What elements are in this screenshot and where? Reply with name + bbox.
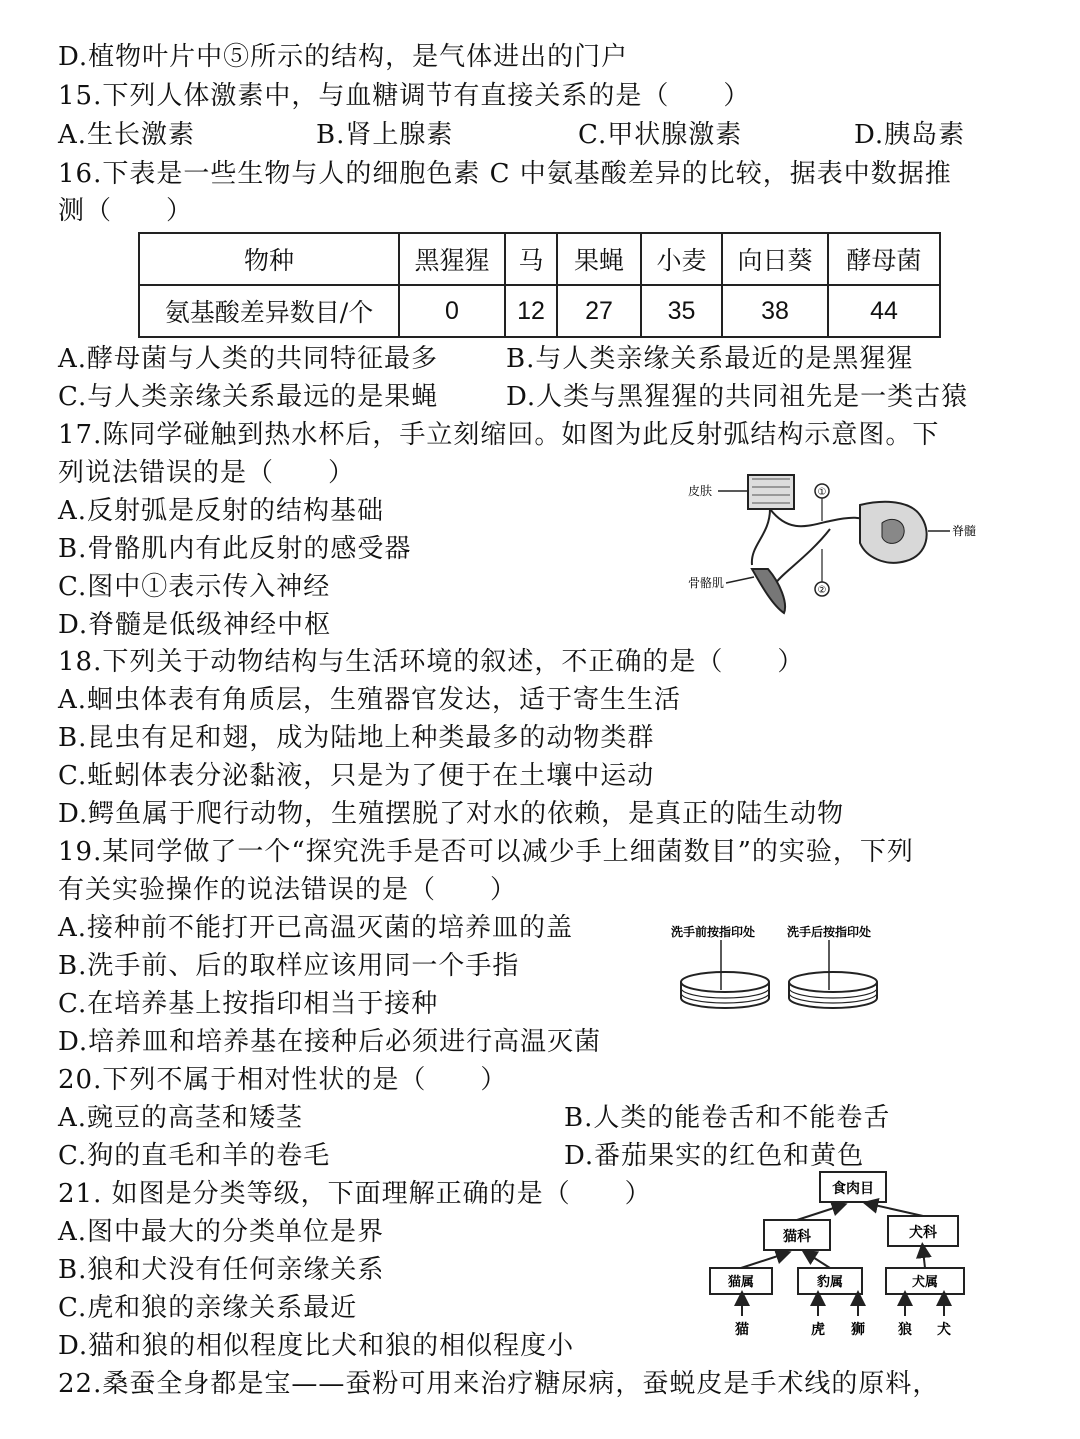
question-18: 18.下列关于动物结构与生活环境的叙述，不正确的是（ ） bbox=[58, 647, 805, 677]
table-cell: 12 bbox=[505, 285, 557, 337]
question-16-cont: 测（ ） bbox=[58, 196, 194, 226]
table-header: 黑猩猩 bbox=[399, 233, 505, 285]
question-22: 22.桑蚕全身都是宝——蚕粉可用来治疗糖尿病，蚕蜕皮是手术线的原料， bbox=[58, 1369, 940, 1399]
table-row bbox=[139, 285, 940, 337]
option-c: C.图中①表示传入神经 bbox=[58, 572, 331, 602]
option-d: D.人类与黑猩猩的共同祖先是一类古猿 bbox=[506, 382, 969, 412]
question-20: 20.下列不属于相对性状的是（ ） bbox=[58, 1065, 508, 1095]
species-tiger: 虎 bbox=[811, 1322, 825, 1338]
genus-leopard-label: 豹属 bbox=[816, 1275, 844, 1290]
muscle bbox=[752, 569, 785, 613]
option-a: A.生长激素 bbox=[58, 120, 196, 150]
before-label: 洗手前按指印处 bbox=[671, 925, 756, 939]
table-cell: 27 bbox=[557, 285, 641, 337]
muscle-label: 骨骼肌 bbox=[688, 576, 725, 590]
reflex-arc-figure bbox=[680, 465, 990, 615]
question-15: 15.下列人体激素中，与血糖调节有直接关系的是（ ） bbox=[58, 81, 751, 111]
species-cat: 猫 bbox=[735, 1322, 749, 1338]
option-b: B.昆虫有足和翅，成为陆地上种类最多的动物类群 bbox=[58, 723, 655, 753]
table-cell: 44 bbox=[828, 285, 940, 337]
species-wolf: 狼 bbox=[898, 1322, 912, 1338]
option-d: D.鳄鱼属于爬行动物，生殖摆脱了对水的依赖，是真正的陆生动物 bbox=[58, 799, 845, 829]
petri-dish-after bbox=[789, 972, 877, 1008]
option-d: D.脊髓是低级神经中枢 bbox=[58, 610, 332, 640]
marker-2: ② bbox=[817, 585, 827, 596]
table-header-row bbox=[139, 233, 940, 285]
marker-1: ① bbox=[817, 487, 827, 498]
family-dog-label: 犬科 bbox=[909, 1225, 937, 1241]
option-b: B.狼和犬没有任何亲缘关系 bbox=[58, 1255, 385, 1285]
petri-dish-before bbox=[681, 972, 769, 1008]
arrow bbox=[923, 1250, 925, 1268]
option-b: B.洗手前、后的取样应该用同一个手指 bbox=[58, 951, 520, 981]
question-16: 16.下表是一些生物与人的细胞色素 C 中氨基酸差异的比较，据表中数据推 bbox=[58, 159, 952, 189]
option-a: A.接种前不能打开已高温灭菌的培养皿的盖 bbox=[58, 913, 574, 943]
table-cell: 38 bbox=[722, 285, 828, 337]
option-a: A.酵母菌与人类的共同特征最多 bbox=[58, 344, 439, 374]
option-d: D.猫和狼的相似程度比犬和狼的相似程度小 bbox=[58, 1331, 575, 1361]
table-header: 马 bbox=[505, 233, 557, 285]
table-header: 向日葵 bbox=[722, 233, 828, 285]
option-c: C.蚯蚓体表分泌黏液，只是为了便于在土壤中运动 bbox=[58, 761, 655, 791]
option-c: C.狗的直毛和羊的卷毛 bbox=[58, 1141, 331, 1171]
option-a: A.豌豆的高茎和矮茎 bbox=[58, 1103, 304, 1133]
spinal-label: 脊髓 bbox=[952, 524, 977, 538]
arrow bbox=[808, 1254, 830, 1268]
skin-label: 皮肤 bbox=[688, 484, 713, 498]
option-line: D.植物叶片中⑤所示的结构，是气体进出的门户 bbox=[58, 42, 629, 72]
after-label: 洗手后按指印处 bbox=[787, 925, 872, 939]
skin-block bbox=[748, 475, 794, 509]
species-lion: 狮 bbox=[851, 1322, 865, 1338]
table-header: 酵母菌 bbox=[828, 233, 940, 285]
table-header: 物种 bbox=[139, 233, 399, 285]
arrow bbox=[797, 1206, 840, 1220]
option-a: A.反射弧是反射的结构基础 bbox=[58, 496, 385, 526]
arrow bbox=[741, 1254, 784, 1268]
option-c: C.虎和狼的亲缘关系最近 bbox=[58, 1293, 358, 1323]
table-cell: 35 bbox=[641, 285, 722, 337]
genus-cat-label: 猫属 bbox=[727, 1275, 755, 1290]
option-d: D.胰岛素 bbox=[854, 120, 966, 150]
option-a: A.图中最大的分类单位是界 bbox=[58, 1217, 385, 1247]
option-c: C.甲状腺激素 bbox=[578, 120, 743, 150]
species-dog: 犬 bbox=[937, 1322, 951, 1338]
option-b: B.与人类亲缘关系最近的是黑猩猩 bbox=[506, 344, 914, 374]
question-19: 19.某同学做了一个“探究洗手是否可以减少手上细菌数目”的实验，下列 bbox=[58, 837, 914, 867]
genus-dog-label: 犬属 bbox=[911, 1275, 939, 1290]
question-17: 17.陈同学碰触到热水杯后，手立刻缩回。如图为此反射弧结构示意图。下 bbox=[58, 420, 940, 450]
table-header: 小麦 bbox=[641, 233, 722, 285]
option-b: B.人类的能卷舌和不能卷舌 bbox=[564, 1103, 891, 1133]
table-cell: 0 bbox=[399, 285, 505, 337]
option-d: D.培养皿和培养基在接种后必须进行高温灭菌 bbox=[58, 1027, 602, 1057]
option-b: B.骨骼肌内有此反射的感受器 bbox=[58, 534, 412, 564]
option-c: C.在培养基上按指印相当于接种 bbox=[58, 989, 439, 1019]
question-17-cont: 列说法错误的是（ ） bbox=[58, 458, 356, 488]
comparison-table bbox=[138, 232, 941, 338]
arrow bbox=[870, 1204, 923, 1216]
order-label: 食肉目 bbox=[832, 1181, 874, 1197]
question-21: 21. 如图是分类等级，下面理解正确的是（ ） bbox=[58, 1179, 652, 1209]
family-cat-label: 猫科 bbox=[783, 1229, 811, 1245]
option-c: C.与人类亲缘关系最远的是果蝇 bbox=[58, 382, 439, 412]
option-d: D.番茄果实的红色和黄色 bbox=[564, 1141, 865, 1171]
classification-tree-figure bbox=[700, 1168, 980, 1348]
question-19-cont: 有关实验操作的说法错误的是（ ） bbox=[58, 875, 518, 905]
petri-dish-figure bbox=[665, 918, 905, 1018]
table-row-label: 氨基酸差异数目/个 bbox=[139, 285, 399, 337]
option-a: A.蛔虫体表有角质层，生殖器官发达，适于寄生生活 bbox=[58, 685, 682, 715]
option-b: B.肾上腺素 bbox=[316, 120, 454, 150]
table-header: 果蝇 bbox=[557, 233, 641, 285]
